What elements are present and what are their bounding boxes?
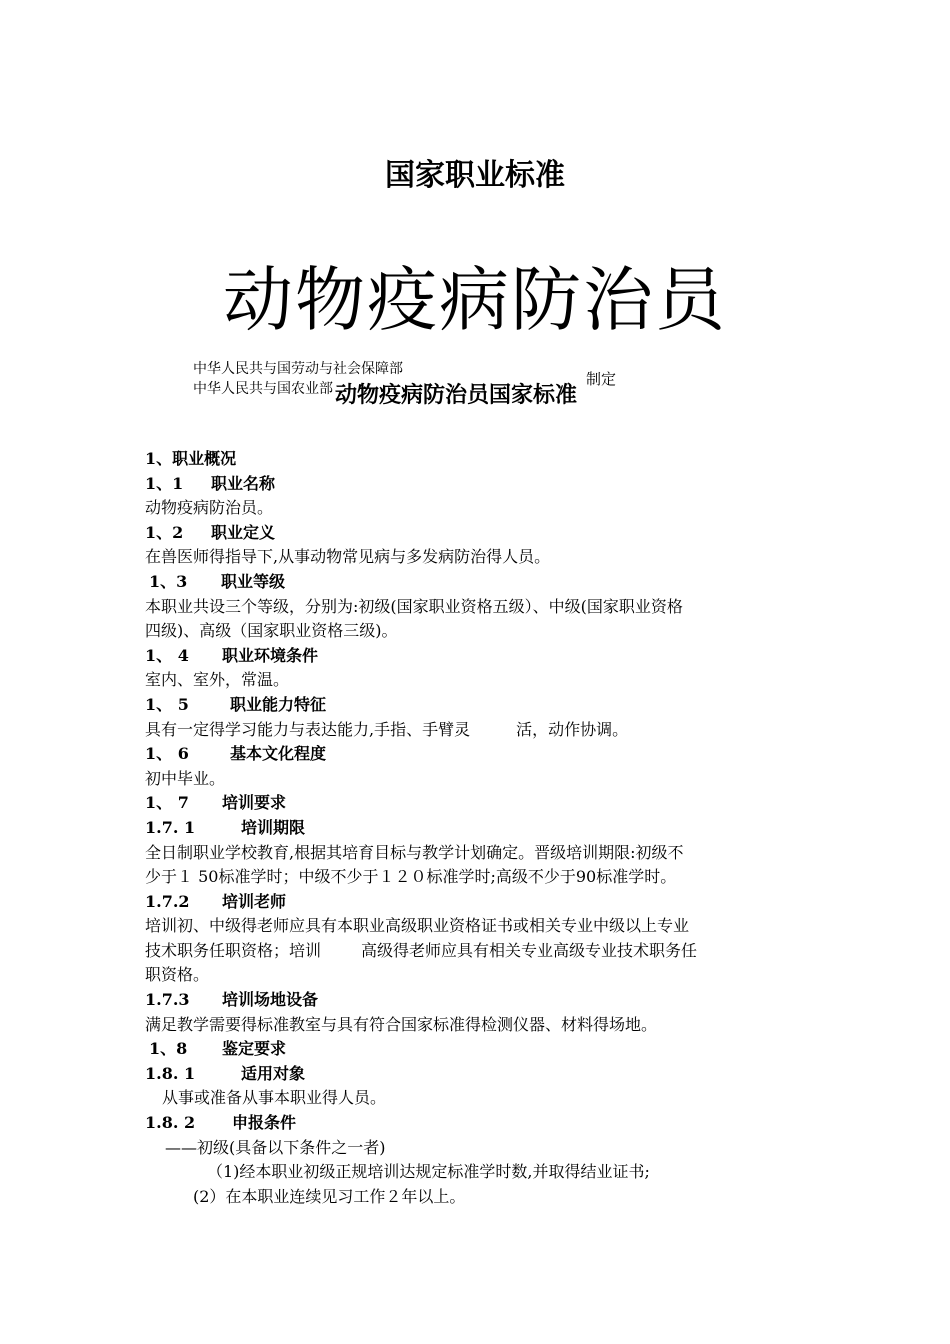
- section-number: 1、 4: [145, 645, 189, 665]
- paragraph: [145, 939, 810, 964]
- paragraph: ——初级(具备以下条件之一者): [165, 1137, 386, 1157]
- subsection-heading: [145, 988, 810, 1013]
- section-number: 1、 7: [145, 793, 189, 813]
- text-run: 活，动作协调。: [516, 719, 629, 739]
- text-run: 技术职务任职资格；培训: [145, 940, 322, 960]
- standard-full-title: 动物疫病防治员国家标准: [335, 383, 578, 408]
- section-number: 1、2: [145, 522, 184, 542]
- section-title: 职业定义: [211, 522, 276, 542]
- paragraph: 在兽医师得指导下,从事动物常见病与多发病防治得人员。: [145, 547, 551, 567]
- section-title: 培训期限: [241, 817, 306, 837]
- paragraph: 初中毕业。: [145, 768, 226, 788]
- issuer-agriculture-ministry: 中华人民共与国农业部: [193, 381, 333, 397]
- paragraph: 从事或准备从事本职业得人员。: [162, 1088, 387, 1108]
- subsection-heading: [145, 1111, 810, 1136]
- subsection-heading: [145, 742, 810, 767]
- section-title: 申报条件: [232, 1113, 297, 1133]
- section-number: 1、3: [149, 571, 188, 591]
- section-title: 职业名称: [211, 473, 276, 493]
- paragraph: 本职业共设三个等级，分别为:初级(国家职业资格五级）、中级(国家职业资格: [145, 596, 683, 616]
- text-run: 高级得老师应具有相关专业高级专业技术职务任: [361, 940, 698, 960]
- section-number: 1、1: [145, 473, 184, 493]
- section-number: 1.8. 2: [145, 1113, 196, 1133]
- paragraph: (2）在本职业连续见习工作２年以上。: [193, 1186, 466, 1206]
- subsection-heading: [145, 791, 810, 816]
- section-title: 职业等级: [221, 571, 286, 591]
- section-title: 培训要求: [222, 793, 287, 813]
- paragraph: 动物疫病防治员。: [145, 498, 274, 518]
- section-number: 1.7.2: [145, 891, 190, 911]
- subsection-heading: [145, 644, 810, 669]
- section-number: 1.8. 1: [145, 1063, 196, 1083]
- subsection-heading: [145, 521, 810, 546]
- subsection-heading: [145, 693, 810, 718]
- section-title: 培训场地设备: [222, 990, 319, 1010]
- paragraph: 培训初、中级得老师应具有本职业高级职业资格证书或相关专业中级以上专业: [145, 916, 690, 936]
- subsection-heading: [145, 570, 810, 595]
- occupation-title: 动物疫病防治员: [223, 259, 727, 341]
- section-title: 鉴定要求: [222, 1039, 287, 1059]
- section-number: 1、8: [149, 1039, 188, 1059]
- paragraph: [145, 718, 810, 743]
- section-title: 基本文化程度: [230, 744, 327, 764]
- section-title: 适用对象: [241, 1063, 306, 1083]
- document-body: [145, 447, 810, 1209]
- paragraph: 职资格。: [145, 965, 210, 985]
- standard-title: 国家职业标准: [385, 158, 565, 193]
- section-title: 培训老师: [222, 891, 287, 911]
- paragraph: 少于１ 50标准学时；中级不少于１２０标准学时;高级不少于90标准学时。: [145, 867, 677, 887]
- paragraph: （1)经本职业初级正规培训达规定标准学时数,并取得结业证书;: [207, 1162, 650, 1182]
- section-number: 1、 6: [145, 744, 189, 764]
- paragraph: 满足教学需要得标准教室与具有符合国家标准得检测仪器、材料得场地。: [145, 1014, 658, 1034]
- issuer-labor-ministry: 中华人民共与国劳动与社会保障部: [193, 361, 403, 377]
- section-number: 1.7.3: [145, 990, 190, 1010]
- section-heading: 1、职业概况: [145, 449, 237, 468]
- section-title: 职业环境条件: [222, 645, 319, 665]
- subsection-heading: [145, 890, 810, 915]
- text-run: 具有一定得学习能力与表达能力,手指、手臂灵: [145, 719, 471, 739]
- paragraph: 室内、室外，常温。: [145, 670, 290, 690]
- subsection-heading: [145, 1037, 810, 1062]
- subsection-heading: [145, 1062, 810, 1087]
- section-number: 1、 5: [145, 694, 189, 714]
- subsection-heading: [145, 816, 810, 841]
- paragraph: 全日制职业学校教育,根据其培育目标与教学计划确定。晋级培训期限:初级不: [145, 842, 684, 862]
- subsection-heading: [145, 472, 810, 497]
- paragraph: 四级)、高级（国家职业资格三级)。: [145, 621, 398, 641]
- section-title: 职业能力特征: [230, 694, 327, 714]
- section-number: 1.7. 1: [145, 817, 196, 837]
- issued-label: 制定: [586, 370, 617, 388]
